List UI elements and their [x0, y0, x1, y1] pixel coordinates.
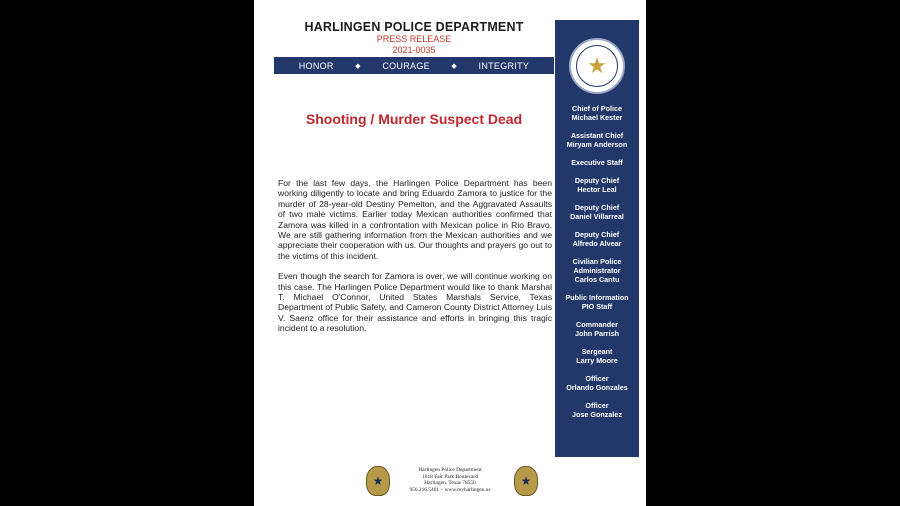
staff-title: Chief of Police [572, 104, 622, 113]
diamond-separator-icon: ◆ [355, 62, 361, 70]
staff-title: Civilian Police Administrator [572, 257, 622, 275]
staff-title: Executive Staff [571, 158, 623, 167]
staff-name: Carlos Cantu [574, 275, 620, 284]
staff-name: Alfredo Alvear [572, 239, 622, 248]
staff-title: Commander [576, 320, 618, 329]
staff-name: Orlando Gonzales [566, 383, 628, 392]
staff-name: Daniel Villarreal [570, 212, 624, 221]
staff-name: Michael Kester [571, 113, 623, 122]
staff-item [557, 230, 637, 248]
footer-line: 956.216.5401 – www.myharlingen.us [409, 486, 491, 493]
staff-sidebar [555, 20, 639, 457]
footer-line: Harlingen, Texas 78550 [424, 480, 476, 487]
headline: Shooting / Murder Suspect Dead [305, 111, 523, 127]
badge-icon: ★ [514, 466, 538, 496]
staff-item [557, 176, 637, 194]
staff-title: Deputy Chief [574, 176, 620, 185]
press-release-label [274, 34, 554, 56]
staff-title: Assistant Chief [570, 131, 624, 140]
press-release-page [254, 0, 646, 506]
staff-item [557, 374, 637, 392]
staff-name: Miryam Anderson [566, 140, 628, 149]
footer-line: 1018 Fair Park Boulevard [422, 473, 478, 480]
footer-line: Harlingen Police Department [418, 467, 482, 473]
body-paragraph-1: For the last few days, the Harlingen Police Department has been working diligently to locate and bring Eduardo Zamora to justice for the murder of 28-year-old Destiny Pemelton, and the Aggravated Assaults of two male victims. Earlier today Mexican authorities confirmed that Zamora was killed in a confrontation with Mexican police in Rio Bravo. We are still gathering information from the Mexican authorities and we appreciate their cooperation with us. Our thoughts and prayers go out to the victims of this incident. [278, 178, 552, 261]
staff-list [555, 104, 639, 419]
body-paragraph-2: Even though the search for Zamora is over, we will continue working on this case. The Harlingen Police Department would like to thank Marshal T. Michael O'Connor, United States Marshals Service, Texas Department of Public Safety, and Cameron County District Attorney Luis V. Saenz office for their assistance and efforts in bringing this tragic incident to a resolution. [278, 271, 552, 334]
staff-title: Deputy Chief [574, 203, 620, 212]
staff-name: John Parrish [575, 329, 619, 338]
staff-item [557, 203, 637, 221]
star-seal-icon: ★ [569, 38, 625, 94]
motto-honor: HONOR [298, 60, 334, 71]
motto-integrity: INTEGRITY [478, 60, 530, 71]
footer [254, 462, 646, 502]
badge-icon: ★ [366, 466, 390, 496]
staff-name: PIO Staff [581, 302, 613, 311]
staff-title: Officer [585, 374, 609, 383]
release-body [278, 178, 552, 344]
staff-title: Deputy Chief [574, 230, 620, 239]
staff-item [557, 131, 637, 149]
staff-item [557, 257, 637, 284]
press-release-text: PRESS RELEASE [376, 34, 452, 44]
motto-courage: COURAGE [382, 60, 430, 71]
staff-title: Officer [585, 401, 609, 410]
staff-item [557, 158, 637, 167]
staff-item [557, 347, 637, 365]
staff-name: Hector Leal [577, 185, 617, 194]
diamond-separator-icon: ◆ [451, 62, 458, 70]
staff-item [557, 320, 637, 338]
release-number: 2021-0035 [392, 45, 436, 55]
staff-title: Sergeant [581, 347, 613, 356]
footer-address [390, 467, 510, 493]
department-title: HARLINGEN POLICE DEPARTMENT [304, 20, 524, 34]
staff-title: Public Information [565, 293, 629, 302]
staff-item [557, 401, 637, 419]
staff-name: Jose Gonzalez [572, 410, 622, 419]
motto-bar [274, 57, 554, 74]
staff-item [557, 293, 637, 311]
staff-name: Larry Moore [576, 356, 618, 365]
staff-item [557, 104, 637, 122]
